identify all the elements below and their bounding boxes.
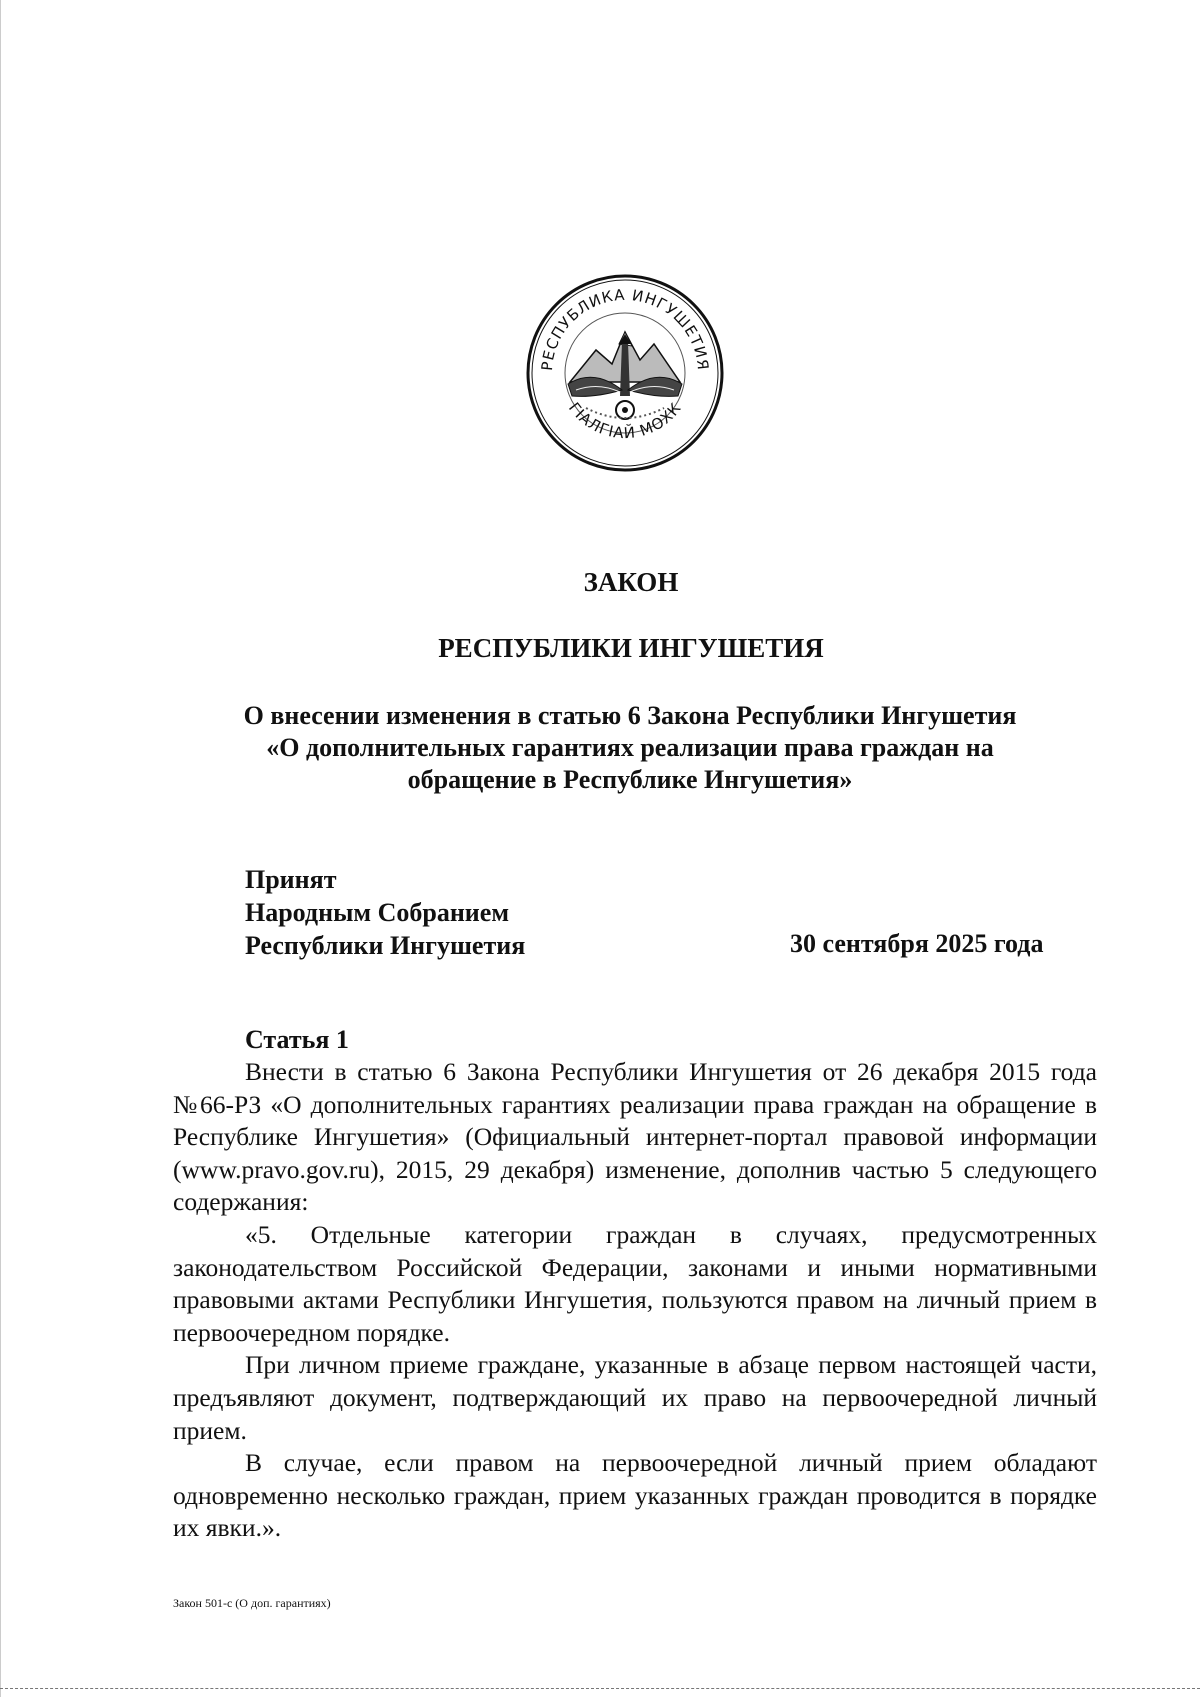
adoption-date: 30 сентября 2025 года [790,929,1044,958]
adopted-line-3: Республики Ингушетия [245,931,526,960]
article-paragraph: В случае, если правом на первоочередной личный прием обладают одновременно несколько граждан, прием указанных граждан проводится в порядке их явки.». [173,1448,1097,1543]
adopted-line-2: Народным Собранием [245,898,510,927]
law-name-line-2: «О дополнительных гарантиях реализации права граждан на [266,733,994,762]
article-paragraph: «5. Отдельные категории граждан в случаях, предусмотренных законодательством Российской Федерации, законами и иными нормативными правовыми актами Республики Ингушетия, пользуются правом на личный прием в первоочередном порядке. [173,1219,1097,1347]
law-name-line-1: О внесении изменения в статью 6 Закона Республики Ингушетия [243,701,1017,730]
svg-text:ГІАЛГІАЙ МОХК [565,399,685,442]
scan-edge [0,0,1,1697]
adoption-block [245,863,525,962]
article-paragraph: При личном приеме граждане, указанные в абзаце первом настоящей части, предъявляют документ, подтверждающий их право на первоочередной личный прием. [173,1350,1097,1445]
article-paragraph: Внести в статью 6 Закона Республики Ингушетия от 26 декабря 2015 года №66-РЗ «О дополнительных гарантиях реализации права граждан на обращение в Республике Ингушетия» (Официальный интернет-портал правовой информации (www.pravo.gov.ru), 2015, 29 декабря) изменение, дополнив частью 5 следующего содержания: [173,1057,1097,1217]
emblem-top-text: РЕСПУБЛИКА ИНГУШЕТИЯ [537,285,713,372]
coat-of-arms-emblem-icon [524,272,726,474]
law-name [180,700,1080,796]
document-type-title: ЗАКОН [583,567,679,597]
article-body [173,1056,1097,1545]
emblem [524,272,726,474]
scan-bottom-line [0,1688,1200,1689]
issuer-title: РЕСПУБЛИКИ ИНГУШЕТИЯ [438,633,824,663]
footer-note: Закон 501-с (О доп. гарантиях) [173,1596,331,1610]
adopted-line-1: Принят [245,865,337,894]
emblem-bottom-text: ГІАЛГІАЙ МОХК [565,398,685,443]
law-name-line-3: обращение в Республике Ингушетия» [407,765,853,794]
article-heading: Статья 1 [245,1025,349,1054]
